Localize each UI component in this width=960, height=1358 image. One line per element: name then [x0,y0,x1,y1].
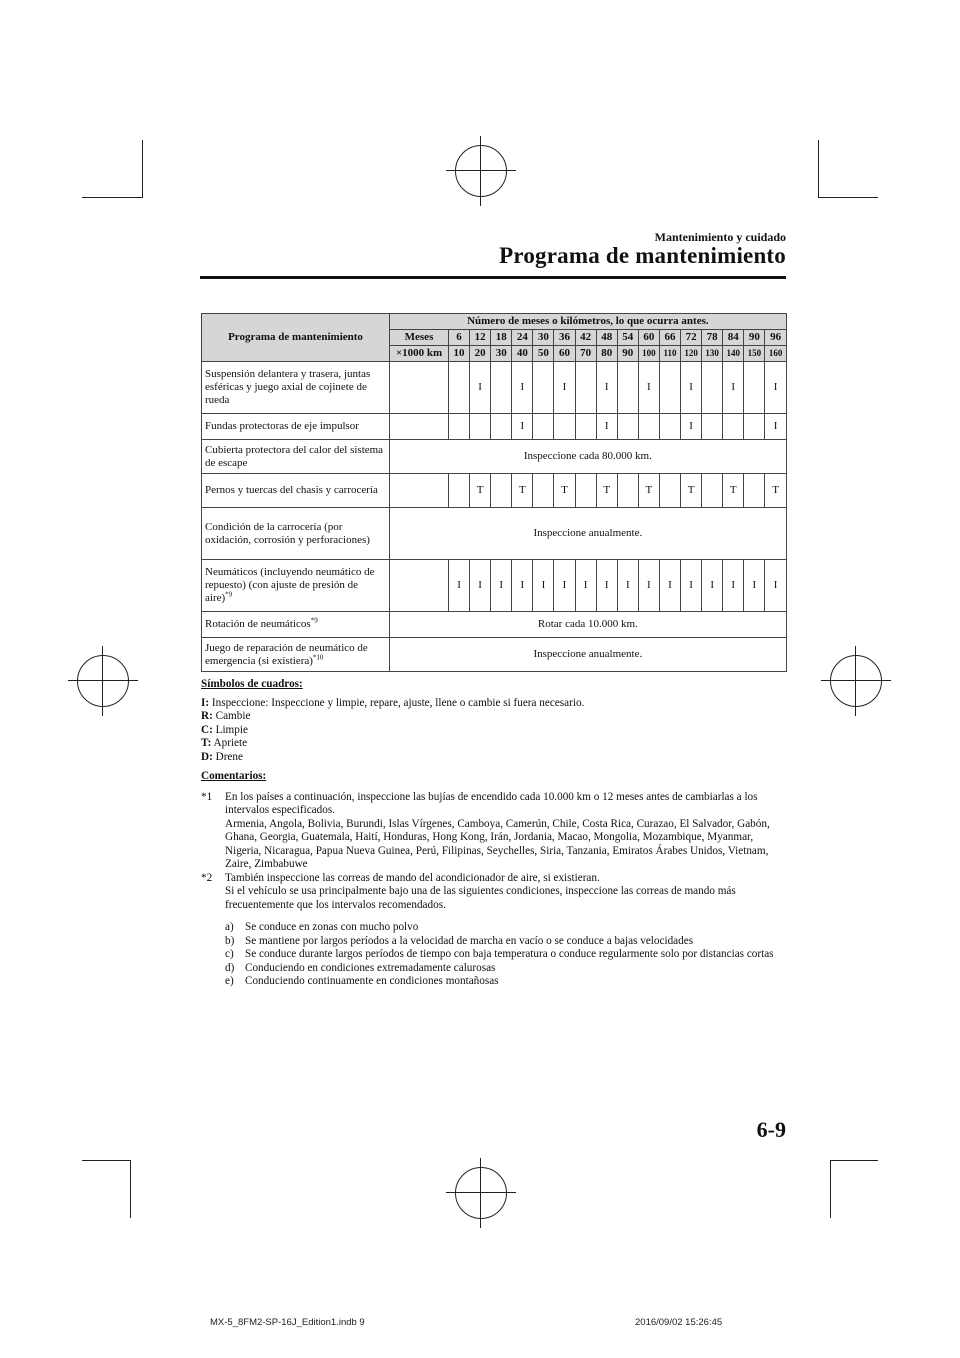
month-cell: 30 [533,330,554,346]
row-cell [533,362,554,414]
note-1-text: En los países a continuación, inspeccione las bujías de encendido cada 10.000 km o 12 meses antes de cambiarlas a los intervalos especificados. [225,790,758,816]
symbol-key: R: [201,710,213,722]
month-cell: 6 [449,330,470,346]
row-label [202,508,390,560]
row-cell: I [533,560,554,612]
footer-file: MX-5_8FM2-SP-16J_Edition1.indb 9 [210,1317,365,1328]
note-1 [201,791,791,872]
row-label-text: Juego de reparación de neumático de emergencia (si existiera) [205,641,368,667]
row-cell [575,362,596,414]
km-cell: 110 [659,346,680,362]
row-cell: I [512,414,533,440]
page-number: 6-9 [756,1117,786,1142]
condition-key: a) [225,921,234,933]
row-cell: I [617,560,638,612]
row-cell [470,414,491,440]
row-cell [449,414,470,440]
note-1-countries: Armenia, Angola, Bolivia, Burundi, Islas Vírgenes, Camboya, Camerún, Chile, Costa Rica, Curazao, El Salvador, Gabón, Ghana, Georgia, Guatemala, Haití, Honduras, Hong Kong, Irán, Jordania, Macao, Mongolia, Mozambique, Myanmar, Nigeria, Nicaragua, Papua Nueva Guinea, Perú, Filipinas, Seychelles, Siria, Tanzania, Emiratos Árabes Unidos, Vietnam, Zaire, Zimbabuwe [225,817,770,870]
row-label [202,638,390,672]
row-span-text: Rotar cada 10.000 km. [390,612,787,638]
condition-key: d) [225,961,235,974]
km-cell: 30 [491,346,512,362]
row-cell [491,362,512,414]
km-label: ×1000 km [390,346,449,362]
note-2-text: También inspeccione las correas de mando del acondicionador de aire, si existieran. [225,871,600,884]
registration-mark-bottom [455,1167,507,1219]
symbol-item [201,697,791,711]
symbol-item [201,724,791,738]
page-title: Programa de mantenimiento [499,243,786,268]
symbol-text: Inspeccione: Inspeccione y limpie, repare, ajuste, llene o cambie si fuera necesario. [211,696,585,709]
row-cell [617,474,638,508]
row-cell: I [449,560,470,612]
symbol-text: Cambie [215,710,251,722]
month-cell: 72 [681,330,702,346]
row-cell: T [554,474,575,508]
condition-key: e) [225,975,234,987]
row-footnote-ref: *10 [312,652,324,661]
month-cell: 42 [575,330,596,346]
row-cell: I [470,560,491,612]
condition-text: Conduciendo continuamente en condiciones montañosas [245,975,499,987]
maintenance-table [201,313,787,672]
table-row [202,474,787,508]
row-cell: I [596,560,617,612]
row-cell [575,474,596,508]
row-cell [491,474,512,508]
row-label-text: Rotación de neumáticos [205,618,311,630]
row-cell [390,560,449,612]
month-cell: 18 [491,330,512,346]
km-cell: 40 [512,346,533,362]
row-label-text: Cubierta protectora del calor del sistema de escape [205,443,384,469]
row-cell: I [702,560,723,612]
km-cell: 70 [575,346,596,362]
row-cell: I [681,560,702,612]
row-span-text: Inspeccione cada 80.000 km. [390,440,787,474]
title-rule [200,276,786,279]
table-row [202,362,787,414]
row-label-text: Fundas protectoras de eje impulsor [205,420,359,432]
row-cell [491,414,512,440]
registration-mark-left [77,655,129,707]
month-cell: 48 [596,330,617,346]
symbol-key: T: [201,737,212,749]
row-label-text: Suspensión delantera y trasera, juntas esféricas y juego axial de cojinete de rueda [205,368,371,406]
row-cell: T [723,474,744,508]
row-label [202,612,390,638]
month-cell: 90 [744,330,765,346]
km-cell: 20 [470,346,491,362]
row-cell [659,362,680,414]
row-cell: I [681,414,702,440]
registration-mark-top [455,145,507,197]
row-footnote-ref: *9 [225,590,233,599]
row-cell [659,474,680,508]
row-cell [744,474,765,508]
row-cell: I [512,560,533,612]
row-label [202,474,390,508]
symbol-text: Apriete [213,737,248,749]
row-label [202,440,390,474]
row-cell [702,414,723,440]
condition-text: Se mantiene por largos períodos a la velocidad de marcha en vacío o se conduce a bajas velocidades [245,934,694,947]
row-cell [702,362,723,414]
row-cell: T [681,474,702,508]
row-cell [723,414,744,440]
symbol-item [201,710,791,724]
condition-item [225,935,791,949]
note-1-key: *1 [201,790,213,803]
row-cell: I [723,362,744,414]
km-cell: 140 [723,346,744,362]
row-span-text: Inspeccione anualmente. [390,508,787,560]
month-cell: 24 [512,330,533,346]
km-cell: 80 [596,346,617,362]
note-2-detail: Si el vehículo se usa principalmente bajo una de las siguientes condiciones, inspeccione las correas de mando más frecuentemente que los intervalos recomendados. [225,885,736,911]
row-cell: I [744,560,765,612]
row-span-text: Inspeccione anualmente. [390,638,787,672]
row-cell [638,414,659,440]
condition-item [225,921,791,935]
row-cell: T [512,474,533,508]
table-row [202,414,787,440]
month-cell: 60 [638,330,659,346]
km-cell: 130 [702,346,723,362]
km-cell: 120 [681,346,702,362]
table-row [202,560,787,612]
month-cell: 36 [554,330,575,346]
row-cell: I [765,362,786,414]
row-label [202,362,390,414]
row-cell: T [638,474,659,508]
row-cell [575,414,596,440]
symbols-section [201,678,791,764]
row-cell [449,362,470,414]
symbol-text: Limpie [215,723,248,736]
condition-text: Conduciendo en condiciones extremadamente calurosas [245,961,496,974]
row-cell [390,414,449,440]
months-label: Meses [390,330,449,346]
row-footnote-ref: *9 [310,616,318,625]
month-cell: 54 [617,330,638,346]
table-row [202,440,787,474]
row-cell: I [491,560,512,612]
row-cell: I [638,362,659,414]
row-cell: I [470,362,491,414]
row-cell [744,414,765,440]
row-cell [390,474,449,508]
symbol-key: C: [201,723,213,736]
row-cell: I [512,362,533,414]
table-row [202,638,787,672]
km-cell: 90 [617,346,638,362]
month-cell: 66 [659,330,680,346]
row-cell [617,362,638,414]
condition-item [225,948,791,962]
symbols-heading: Símbolos de cuadros: [201,678,303,690]
comments-heading: Comentarios: [201,770,267,782]
table-row [202,508,787,560]
row-cell [533,474,554,508]
row-cell: I [554,362,575,414]
row-cell: T [765,474,786,508]
condition-text: Se conduce en zonas con mucho polvo [245,921,419,933]
footer-timestamp: 2016/09/02 15:26:45 [635,1317,723,1328]
condition-key: c) [225,948,234,960]
row-label-text: Pernos y tuercas del chasis y carrocería [205,484,378,496]
symbol-key: I: [201,696,210,709]
symbol-text: Drene [215,750,243,763]
symbol-key: D: [201,750,213,763]
km-cell: 100 [638,346,659,362]
row-cell: I [659,560,680,612]
row-cell [449,474,470,508]
km-cell: 10 [449,346,470,362]
section-title: Mantenimiento y cuidado [654,230,786,244]
row-cell: I [596,362,617,414]
row-label [202,560,390,612]
interval-header: Número de meses o kilómetros, lo que ocurra antes. [390,314,787,330]
row-cell: I [723,560,744,612]
registration-mark-right [830,655,882,707]
row-cell [702,474,723,508]
month-cell: 78 [702,330,723,346]
corner-header: Programa de mantenimiento [202,314,390,362]
row-cell [617,414,638,440]
km-cell: 50 [533,346,554,362]
month-cell: 12 [470,330,491,346]
row-cell: I [681,362,702,414]
row-label-text: Neumáticos (incluyendo neumático de repuesto) (con ajuste de presión de aire) [205,566,375,604]
comments-section [201,770,791,989]
row-cell: I [765,560,786,612]
row-cell [659,414,680,440]
row-cell: I [575,560,596,612]
row-cell: I [554,560,575,612]
row-cell [744,362,765,414]
km-cell: 60 [554,346,575,362]
symbol-item [201,737,791,751]
row-cell [390,362,449,414]
month-cell: 84 [723,330,744,346]
row-cell: T [596,474,617,508]
row-cell: I [765,414,786,440]
km-cell: 160 [765,346,786,362]
condition-key: b) [225,934,235,947]
condition-item [225,962,791,976]
month-cell: 96 [765,330,786,346]
note-2 [201,872,791,913]
row-cell: I [638,560,659,612]
header-row-top [202,314,787,330]
row-cell: I [596,414,617,440]
row-cell [533,414,554,440]
table-row [202,612,787,638]
symbol-item [201,751,791,765]
note-2-key: *2 [201,871,213,884]
condition-item [225,975,791,989]
condition-text: Se conduce durante largos períodos de tiempo con baja temperatura o conduce regularmente solo por distancias cortas [245,948,774,960]
row-cell [554,414,575,440]
row-label [202,414,390,440]
row-cell: T [470,474,491,508]
km-cell: 150 [744,346,765,362]
row-label-text: Condición de la carrocería (por oxidación, corrosión y perforaciones) [205,520,370,546]
